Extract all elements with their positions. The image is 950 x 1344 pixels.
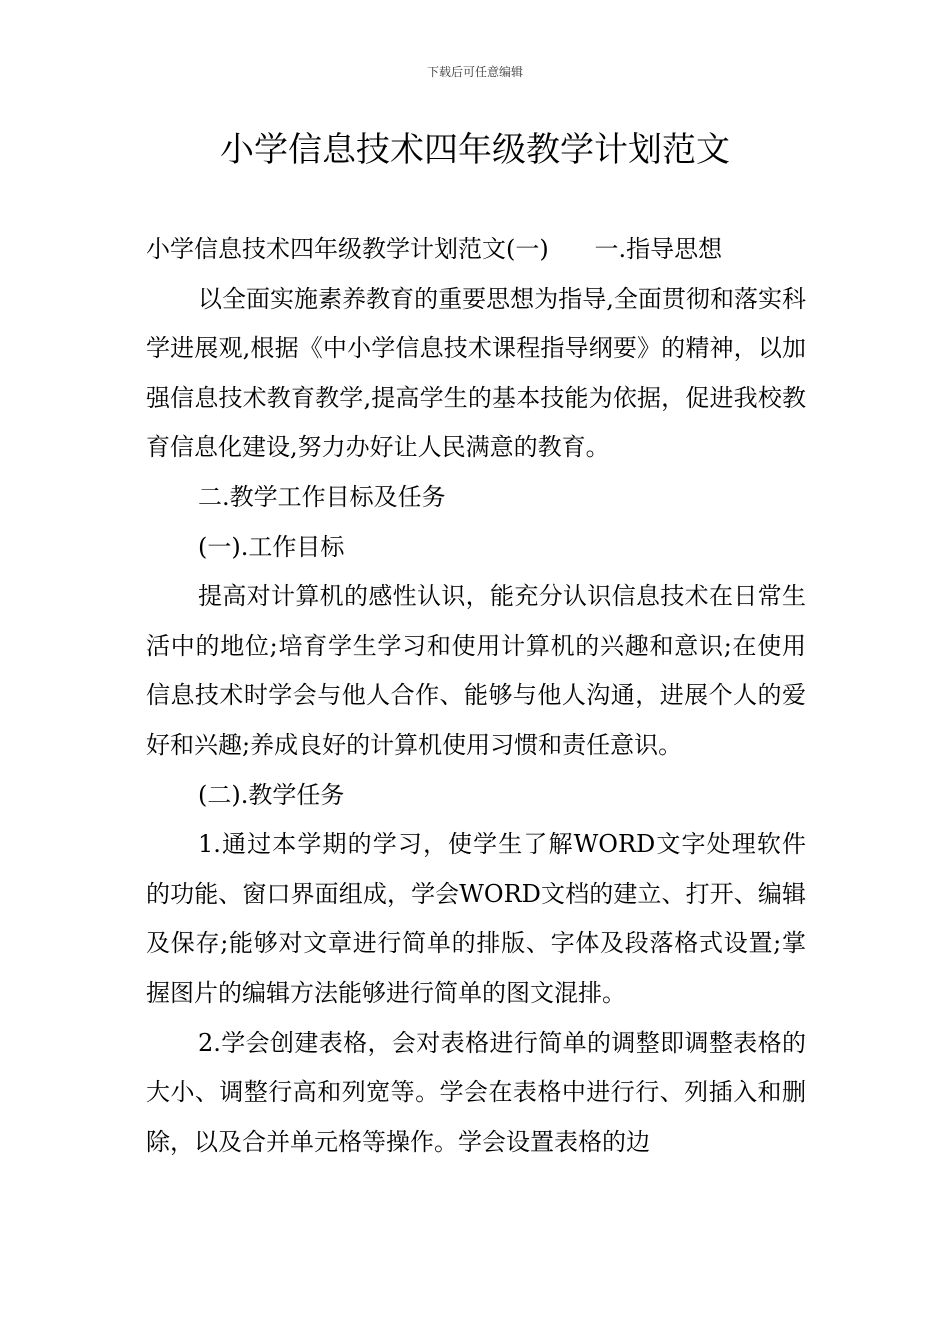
document-title: 小学信息技术四年级教学计划范文 — [220, 130, 730, 170]
paragraph-section-heading: 小学信息技术四年级教学计划范文(一) 一.指导思想 — [146, 235, 723, 263]
paragraph-work-goal-heading: (一).工作目标 — [198, 532, 345, 561]
header-note: 下载后可任意编辑 — [426, 65, 523, 79]
paragraph-guiding-thought: 以全面实施素养教育的重要思想为指导,全面贯彻和落实科学进展观,根据《中小学信息技术课程指导纲要》的精神，以加强信息技术教育教学,提高学生的基本技能为依据，促进我校教育信息化建设,努力办好让人民满意的教育。 — [146, 284, 806, 462]
paragraph-task-2: 2.学会创建表格，会对表格进行简单的调整即调整表格的大小、调整行高和列宽等。学会在表格中进行行、列插入和删除，以及合并单元格等操作。学会设置表格的边 — [146, 1028, 806, 1156]
paragraph-work-goal: 提高对计算机的感性认识，能充分认识信息技术在日常生活中的地位;培育学生学习和使用计算机的兴趣和意识;在使用信息技术时学会与他人合作、能够与他人沟通，进展个人的爱好和兴趣;养成良好的计算机使用习惯和责任意识。 — [146, 582, 806, 759]
document-body — [146, 225, 806, 1167]
paragraph-task-heading: (二).教学任务 — [198, 780, 345, 809]
paragraph-task-1: 1.通过本学期的学习，使学生了解WORD文字处理软件的功能、窗口界面组成，学会WORD文档的建立、打开、编辑及保存;能够对文章进行简单的排版、字体及段落格式设置;掌握图片的编辑方法能够进行简单的图文混排。 — [146, 830, 806, 1007]
paragraph-goals-heading: 二.教学工作目标及任务 — [198, 482, 446, 511]
